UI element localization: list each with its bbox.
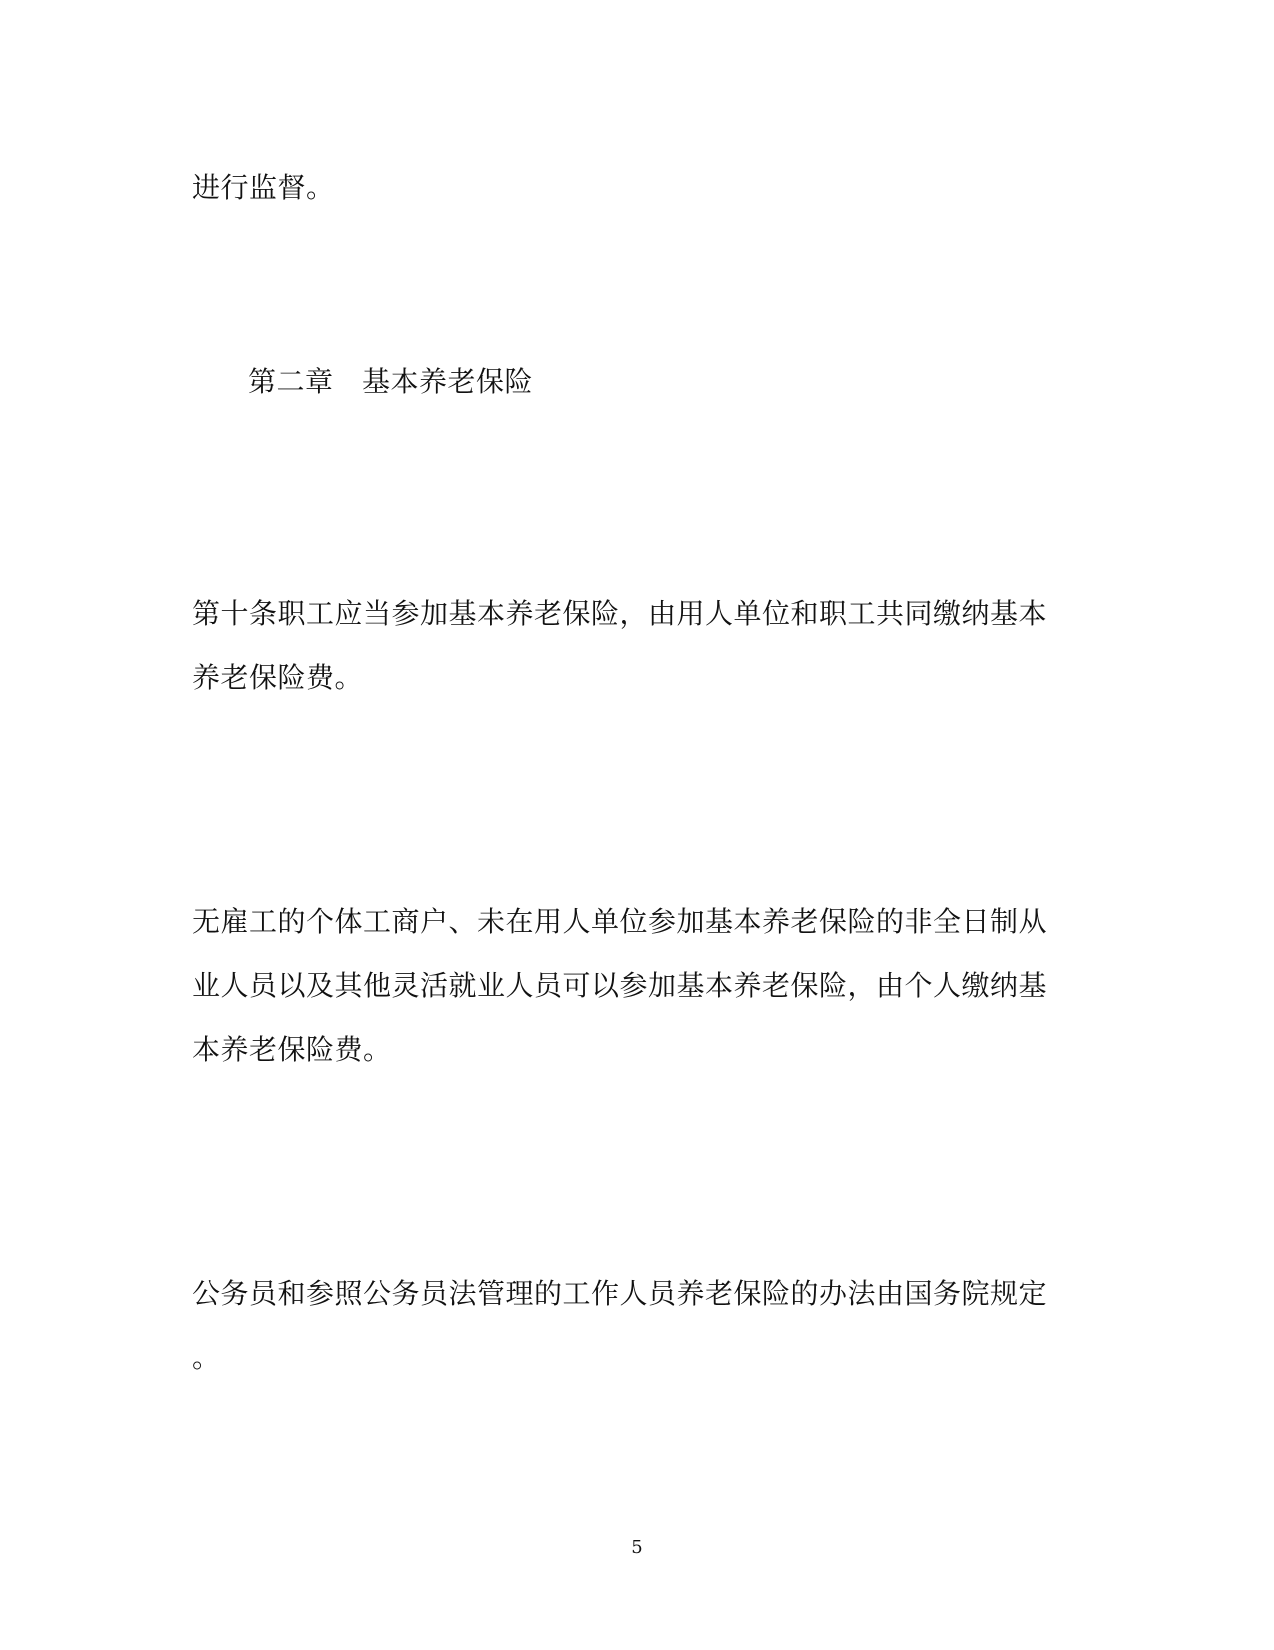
paragraph-2-line-1: 无雇工的个体工商户、未在用人单位参加基本养老保险的非全日制从 bbox=[192, 905, 1048, 938]
continuation-text-line: 进行监督。 bbox=[192, 171, 335, 204]
chapter-heading: 第二章 基本养老保险 bbox=[248, 365, 534, 398]
paragraph-1-line-1: 第十条职工应当参加基本养老保险，由用人单位和职工共同缴纳基本 bbox=[192, 597, 1048, 630]
paragraph-1-line-2: 养老保险费。 bbox=[192, 661, 364, 694]
paragraph-2-line-2: 业人员以及其他灵活就业人员可以参加基本养老保险，由个人缴纳基 bbox=[192, 969, 1048, 1002]
paragraph-3-line-1: 公务员和参照公务员法管理的工作人员养老保险的办法由国务院规定 bbox=[192, 1277, 1048, 1310]
paragraph-3-line-2: 。 bbox=[192, 1341, 221, 1374]
paragraph-2-line-3: 本养老保险费。 bbox=[192, 1033, 392, 1066]
page-number: 5 bbox=[631, 1537, 643, 1558]
